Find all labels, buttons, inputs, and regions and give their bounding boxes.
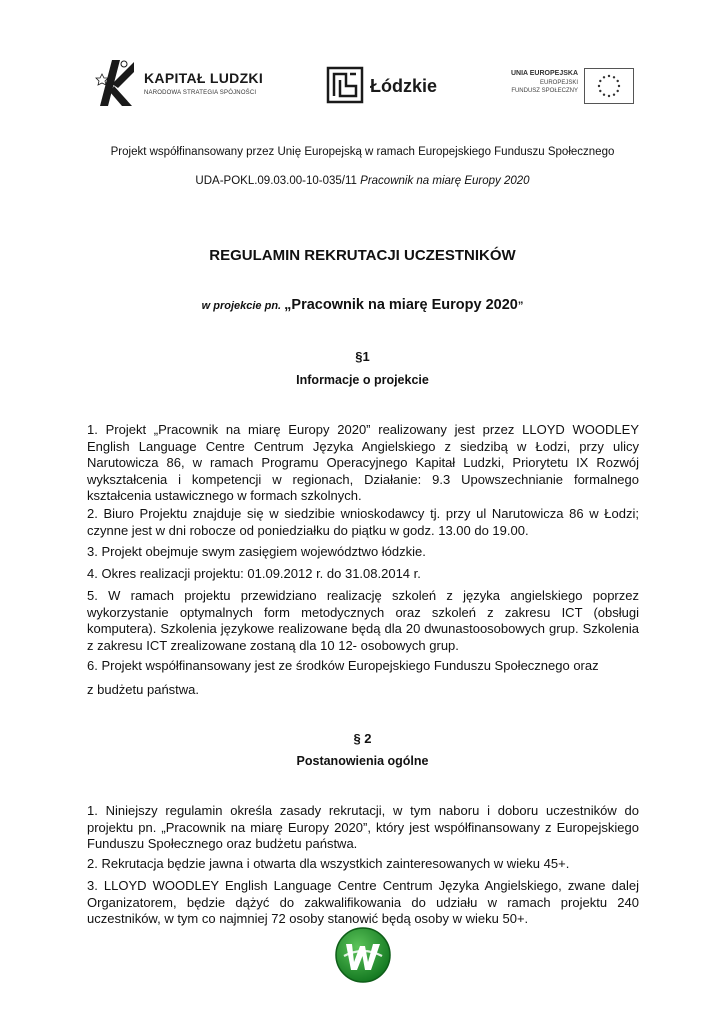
logo-header — [84, 52, 644, 116]
eu-line-2: EUROPEJSKI — [539, 80, 578, 86]
section-2-paragraph-3: 3. LLOYD WOODLEY English Language Centre Centrum Języka Angielskiego, zwane dalej Organizatorem, będzie dążyć do zakwalifikowania do udziału w ramach projektu 240 uczestników, w tym co najmniej 72 osoby stanowić będą osoby w wieku 50+. — [87, 878, 639, 926]
project-subtitle — [0, 296, 725, 314]
section-2-number: § 2 — [353, 731, 372, 746]
lodzkie-name: Łódzkie — [370, 76, 438, 96]
lodzkie-emblem-icon — [326, 66, 364, 104]
project-subtitle-close: ” — [517, 300, 524, 312]
kapital-ludzki-emblem-icon — [94, 54, 138, 110]
document-title: REGULAMIN REKRUTACJI UCZESTNIKÓW — [209, 247, 516, 264]
lodzkie-logo — [326, 66, 446, 106]
project-subtitle-name: „Pracownik na miarę Europy 2020 — [284, 297, 518, 313]
section-2-paragraph-1: 1. Niniejszy regulamin określa zasady rekrutacji, w tym naboru i doboru uczestników do projektu pn. „Pracownik na miarę Europy 2020”, który jest współfinansowany z Europejskiego Funduszu Społecznego oraz budżetu państwa. — [87, 803, 639, 851]
cofinancing-note: Projekt współfinansowany przez Unię Europejską w ramach Europejskiego Funduszu Społecznego — [110, 146, 615, 158]
section-1-number: §1 — [355, 349, 370, 364]
section-2-title: Postanowienia ogólne — [296, 754, 429, 768]
section-1-paragraph-4: 4. Okres realizacji projektu: 01.09.2012 r. do 31.08.2014 r. — [87, 566, 421, 581]
eu-line-3: FUNDUSZ SPOŁECZNY — [511, 88, 578, 94]
section-1-paragraph-3: 3. Projekt obejmuje swym zasięgiem województwo łódzkie. — [87, 544, 426, 559]
eu-line-1: UNIA EUROPEJSKA — [510, 70, 578, 77]
project-code-name: Pracownik na miarę Europy 2020 — [360, 175, 530, 187]
lloyd-woodley-logo-icon — [334, 926, 392, 984]
section-1-title: Informacje o projekcie — [296, 373, 429, 387]
section-1-paragraph-6: 6. Projekt współfinansowany jest ze środków Europejskiego Funduszu Społecznego oraz — [87, 658, 599, 673]
section-1-paragraph-6-cont: z budżetu państwa. — [87, 682, 200, 697]
kapital-ludzki-subtitle: NARODOWA STRATEGIA SPÓJNOŚCI — [144, 90, 257, 96]
project-subtitle-prefix: w projekcie pn. — [201, 300, 285, 312]
section-1-paragraph-2: 2. Biuro Projektu znajduje się w siedzibie wnioskodawcy tj. przy ul Narutowicza 86 w Łodzi; czynne jest w dni robocze od poniedziałku do piątku w godz. 13.00 do 19.00. — [87, 506, 639, 538]
section-1-paragraph-5: 5. W ramach projektu przewidziano realizację szkoleń z języka angielskiego poprzez wykorzystanie optymalnych form metodycznych oraz szkoleń z zakresu ICT (obsługi komputera). Szkolenia językowe realizowane będą dla 20 dwunastoosobowych grup. Szkolenia z zakresu ICT zrealizowane zostaną dla 10 12- osobowych grup. — [87, 588, 639, 653]
eu-flag-icon — [584, 68, 634, 104]
project-code-line — [0, 175, 725, 187]
kapital-ludzki-logo — [86, 52, 286, 114]
section-1-paragraph-1: 1. Projekt „Pracownik na miarę Europy 2020” realizowany jest przez LLOYD WOODLEY English Language Centre Centrum Języka Angielskiego z siedzibą w Łodzi, przy ulicy Narutowicza 86, w ramach Programu Operacyjnego Kapitał Ludzki, Priorytetu IX Rozwój wykształcenia i kompetencji w regionach, Działanie: 9.3 Upowszechnianie formalnego kształcenia ustawicznego w formach szkolnych. — [87, 422, 639, 503]
kapital-ludzki-title: KAPITAŁ LUDZKI — [144, 70, 264, 86]
eu-logo — [484, 66, 634, 106]
section-2-paragraph-2: 2. Rekrutacja będzie jawna i otwarta dla wszystkich zainteresowanych w wieku 45+. — [87, 856, 570, 871]
project-code: UDA-POKL.09.03.00-10-035/11 — [195, 175, 357, 187]
